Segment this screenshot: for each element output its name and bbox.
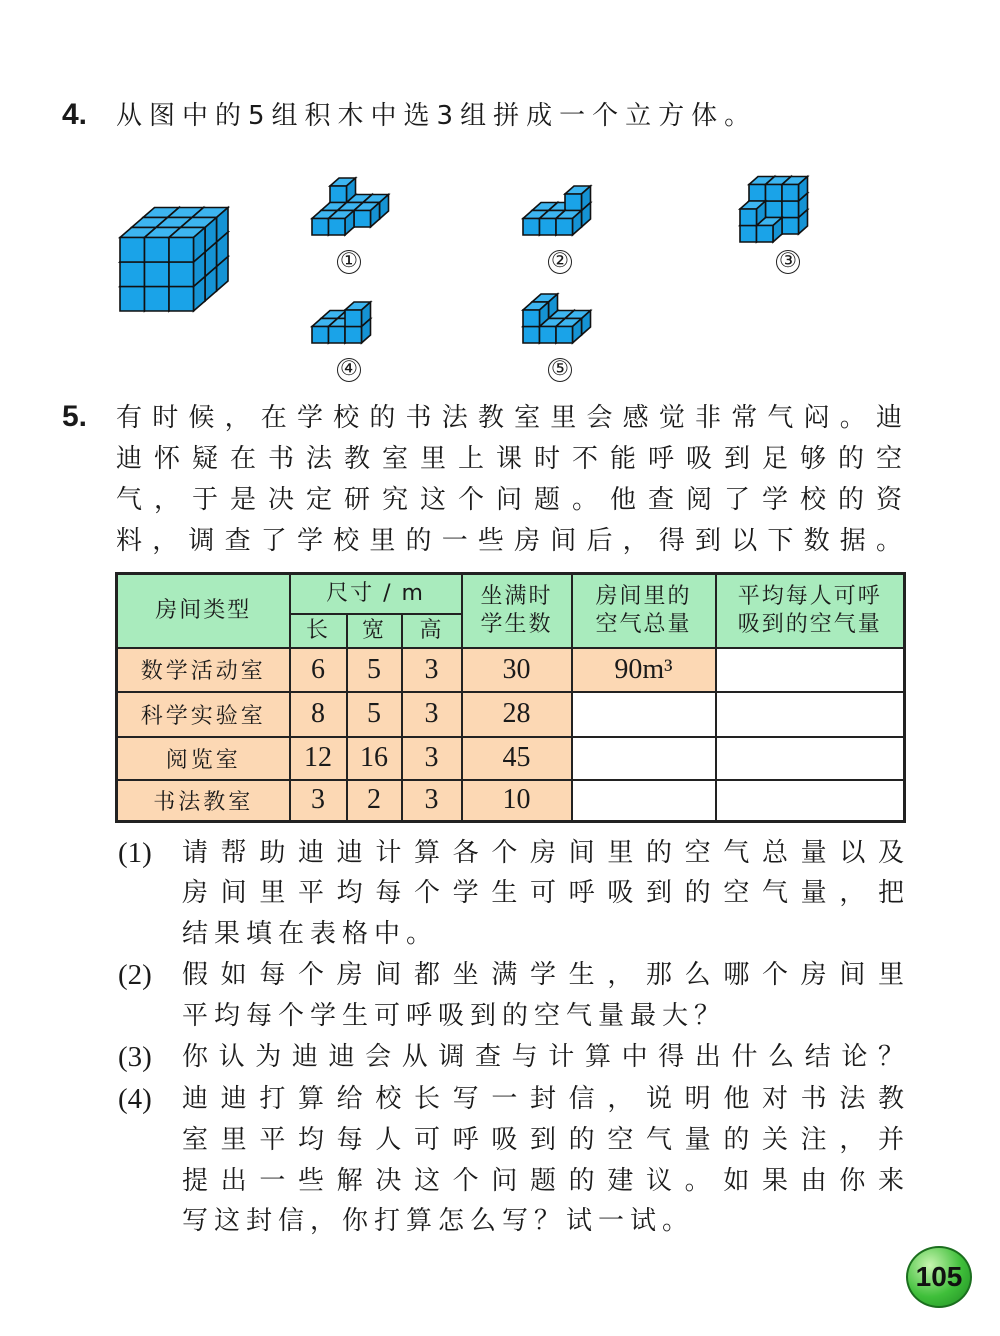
cell-l: 12 [290, 737, 347, 780]
header-size: 尺寸 / m [290, 574, 462, 614]
cell-room: 书法教室 [117, 780, 290, 822]
cell-h: 3 [402, 737, 462, 780]
cell-students: 10 [462, 780, 572, 822]
cell-w: 5 [347, 692, 402, 737]
block-group-4 [312, 302, 371, 343]
subquestion-line: 提出一些解决这个问题的建议。如果由你来 [182, 1166, 904, 1196]
cell-room: 阅览室 [117, 737, 290, 780]
block-group-5 [523, 294, 591, 343]
subquestion-line: 结果填在表格中。 [182, 919, 439, 949]
cell-air[interactable] [572, 780, 716, 822]
subquestion-line: 假如每个房间都坐满学生，那么哪个房间里 [182, 960, 904, 990]
block-figures [0, 140, 1000, 390]
cell-l: 6 [290, 648, 347, 692]
header-air-per-person: 平均每人可呼 吸到的空气量 [716, 574, 905, 648]
q5-line: 料，调查了学校里的一些房间后，得到以下数据。 [116, 526, 902, 556]
subquestion-number: (4) [118, 1083, 152, 1115]
cell-w: 2 [347, 780, 402, 822]
cell-students: 30 [462, 648, 572, 692]
q5-line: 气，于是决定研究这个问题。他查阅了学校的资 [116, 485, 902, 515]
cell-l: 8 [290, 692, 347, 737]
label-4: ④ [337, 358, 361, 382]
cell-l: 3 [290, 780, 347, 822]
cell-h: 3 [402, 780, 462, 822]
cell-per[interactable] [716, 737, 905, 780]
header-students: 坐满时 学生数 [462, 574, 572, 648]
question-4-number: 4. [62, 98, 88, 131]
subquestion-line: 房间里平均每个学生可呼吸到的空气量，把 [182, 878, 904, 908]
cell-w: 16 [347, 737, 402, 780]
table-row [117, 692, 905, 737]
table-row [117, 737, 905, 780]
label-2: ② [548, 250, 572, 274]
cube-assembled [120, 208, 228, 312]
subquestion-line: 请帮助迪迪计算各个房间里的空气总量以及 [182, 838, 904, 868]
cell-room: 科学实验室 [117, 692, 290, 737]
cell-per[interactable] [716, 780, 905, 822]
header-air-total: 房间里的 空气总量 [572, 574, 716, 648]
label-1: ① [337, 250, 361, 274]
header-length: 长 [290, 614, 347, 648]
cell-per[interactable] [716, 692, 905, 737]
page-number-badge: 105 [906, 1246, 972, 1308]
subquestion-line: 你认为迪迪会从调查与计算中得出什么结论？ [182, 1042, 904, 1072]
data-table [115, 572, 906, 823]
block-group-1 [312, 178, 389, 235]
table-row [117, 780, 905, 822]
header-room-type: 房间类型 [117, 574, 290, 648]
cell-h: 3 [402, 648, 462, 692]
cell-per[interactable] [716, 648, 905, 692]
cell-h: 3 [402, 692, 462, 737]
table-row [117, 648, 905, 692]
cell-students: 28 [462, 692, 572, 737]
question-5-number: 5. [62, 400, 88, 433]
subquestion-number: (2) [118, 959, 152, 991]
cell-room: 数学活动室 [117, 648, 290, 692]
cell-air[interactable] [572, 737, 716, 780]
cell-air: 90m³ [572, 648, 716, 692]
subquestion-line: 迪迪打算给校长写一封信，说明他对书法教 [182, 1084, 904, 1114]
cell-w: 5 [347, 648, 402, 692]
header-height: 高 [402, 614, 462, 648]
block-group-2 [523, 186, 591, 235]
cell-air[interactable] [572, 692, 716, 737]
header-width: 宽 [347, 614, 402, 648]
q5-line: 迪怀疑在书法教室里上课时不能呼吸到足够的空 [116, 444, 902, 474]
label-5: ⑤ [548, 358, 572, 382]
label-3: ③ [776, 250, 800, 274]
question-4-text: 从图中的5组积木中选3组拼成一个立方体。 [116, 101, 758, 131]
cell-students: 45 [462, 737, 572, 780]
block-group-3 [740, 177, 808, 243]
subquestion-line: 平均每个学生可呼吸到的空气量最大？ [182, 1001, 727, 1031]
subquestion-line: 室里平均每人可呼吸到的空气量的关注，并 [182, 1125, 904, 1155]
subquestion-number: (1) [118, 837, 152, 869]
subquestion-number: (3) [118, 1041, 152, 1073]
subquestion-line: 写这封信，你打算怎么写？试一试。 [182, 1206, 695, 1236]
q5-line: 有时候，在学校的书法教室里会感觉非常气闷。迪 [116, 403, 902, 433]
